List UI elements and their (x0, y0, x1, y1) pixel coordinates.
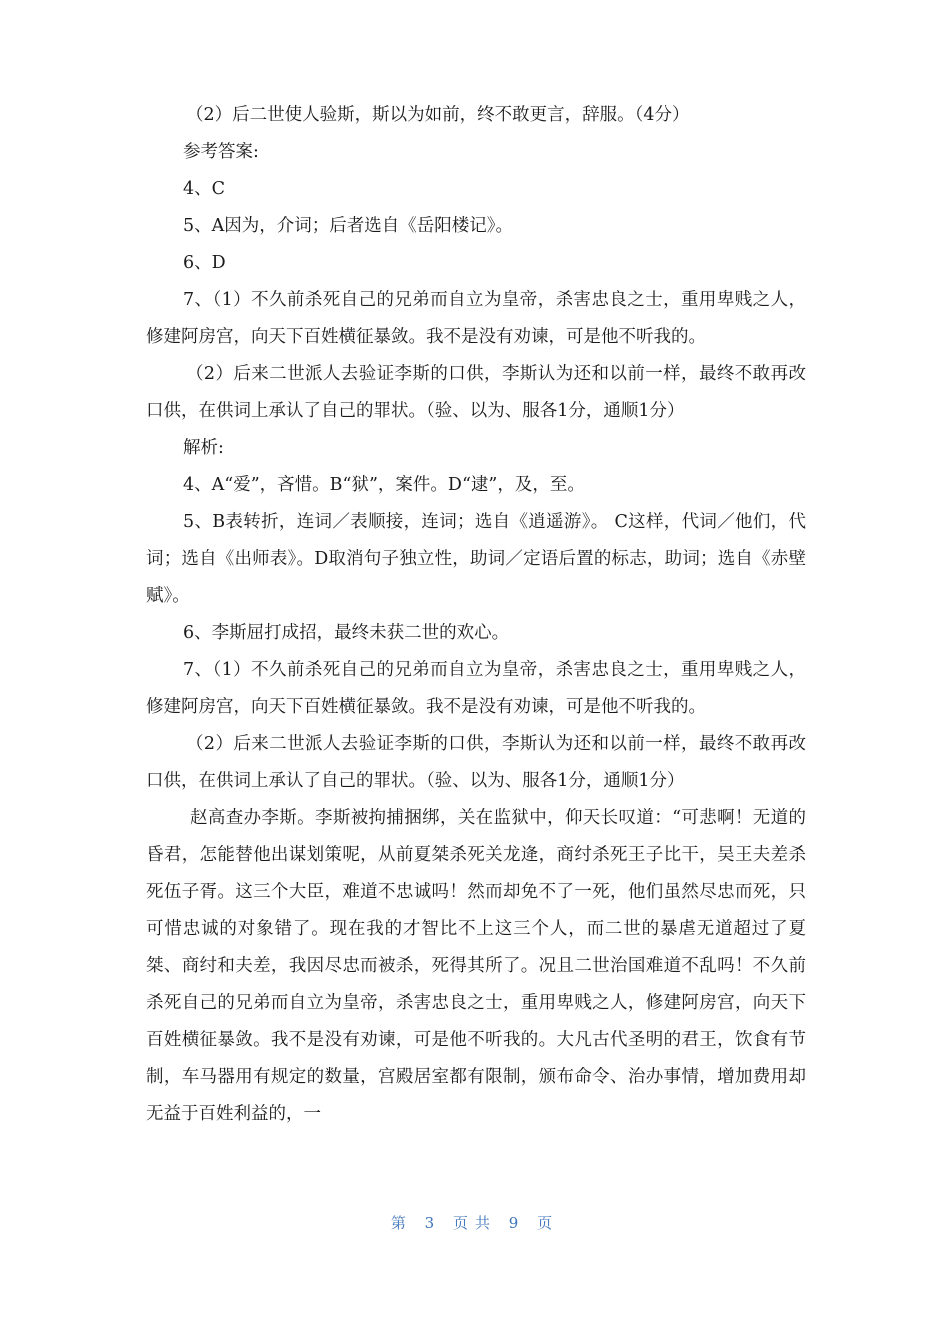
paragraph-answer-7-2: （2）后来二世派人去验证李斯的口供，李斯认为还和以前一样，最终不敢再改口供，在供词上承认了自己的罪状。（验、以为、服各1分，通顺1分） (146, 364, 806, 421)
paragraph-analysis-7-1: 7、（1）不久前杀死自己的兄弟而自立为皇帝，杀害忠良之士，重用卑贱之人，修建阿房宫，向天下百姓横征暴敛。我不是没有劝谏，可是他不听我的。 (146, 660, 806, 717)
paragraph-answer-7-1: 7、（1）不久前杀死自己的兄弟而自立为皇帝，杀害忠良之士，重用卑贱之人，修建阿房宫，向天下百姓横征暴敛。我不是没有劝谏，可是他不听我的。 (146, 290, 806, 347)
footer-suffix: 页 (537, 1214, 560, 1232)
paragraph-analysis-heading: 解析: (183, 438, 224, 458)
paragraph-analysis-4: 4、A“爱”，吝惜。B“狱”，案件。D“逮”，及，至。 (183, 475, 585, 495)
paragraph-translation-2: （2）后二世使人验斯，斯以为如前，终不敢更言，辞服。（4分） (186, 105, 690, 125)
paragraph-analysis-5: 5、B表转折，连词／表顺接，连词；选自《逍遥游》。 C这样，代词／他们，代词；选自《出师表》。D取消句子独立性，助词／定语后置的标志，助词；选自《赤壁赋》。 (146, 512, 806, 606)
footer-current-page: 3 (424, 1214, 442, 1232)
paragraph-analysis-6: 6、李斯屈打成招，最终未获二世的欢心。 (183, 623, 510, 643)
document-body (146, 97, 806, 1133)
paragraph-answers-heading: 参考答案: (183, 142, 259, 162)
footer-prefix: 第 (390, 1214, 413, 1232)
paragraph-answer-4: 4、C (183, 179, 226, 199)
page-footer (0, 1212, 950, 1233)
paragraph-answer-5: 5、A因为，介词；后者选自《岳阳楼记》。 (183, 216, 514, 236)
footer-total-pages: 9 (508, 1214, 526, 1232)
footer-middle: 页共 (452, 1214, 497, 1232)
paragraph-answer-6: 6、D (183, 253, 226, 273)
paragraph-analysis-7-2: （2）后来二世派人去验证李斯的口供，李斯认为还和以前一样，最终不敢再改口供，在供词上承认了自己的罪状。（验、以为、服各1分，通顺1分） (146, 734, 806, 791)
paragraph-translation-full: 赵高查办李斯。李斯被拘捕捆绑，关在监狱中，仰天长叹道：“可悲啊！无道的昏君，怎能替他出谋划策呢，从前夏桀杀死关龙逄，商纣杀死王子比干，吴王夫差杀死伍子胥。这三个大臣，难道不忠诚吗！然而却免不了一死，他们虽然尽忠而死，只可惜忠诚的对象错了。现在我的才智比不上这三个人，而二世的暴虐无道超过了夏桀、商纣和夫差，我因尽忠而被杀，死得其所了。况且二世治国难道不乱吗！不久前杀死自己的兄弟而自立为皇帝，杀害忠良之士，重用卑贱之人，修建阿房宫，向天下百姓横征暴敛。我不是没有劝谏，可是他不听我的。大凡古代圣明的君王，饮食有节制，车马器用有规定的数量，宫殿居室都有限制，颁布命令、治办事情，增加费用却无益于百姓利益的，一 (146, 808, 806, 1124)
